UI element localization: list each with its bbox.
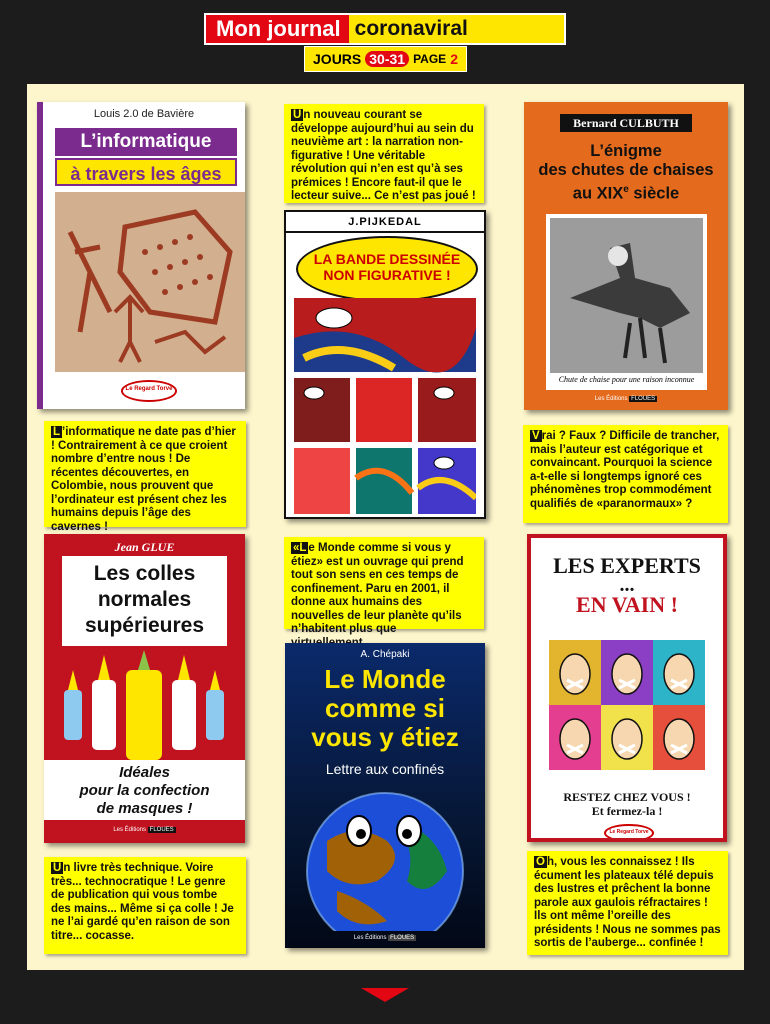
- book-cover-chutes-de-chaises[interactable]: [524, 102, 728, 410]
- note-le-monde: «L e Monde comme si vous y étiez» est un ouvrage qui prend tout son sens en ces temps de confinement. Paru en 2001, il donne aux humains des nouvelles de leur planète qu’ils n’habitent plus que: [284, 537, 484, 629]
- book-subtitle: Lettre aux confinés: [325, 761, 445, 777]
- book-title: LES EXPERTS ... EN VAIN !: [553, 553, 701, 617]
- publisher: Les Éditions FLOUES: [594, 396, 656, 402]
- book-cover-informatique[interactable]: [37, 102, 245, 409]
- photo-frame: [546, 214, 707, 390]
- book-author: J.PIJKEDAL: [286, 216, 484, 233]
- publisher: Les Éditions FLOUES: [353, 935, 415, 941]
- page-number: 2: [450, 51, 458, 67]
- book-title-line2: à travers les âges: [55, 158, 237, 186]
- note-informatique: L ’informatique ne date pas d’hier ! Contrairement à ce que croient nombre d’entre nous ! De récentes découvertes, en Colombie, nous prouvent que l’ordinateur est présent chez les humains depuis l’âge des cavernes !: [44, 421, 246, 527]
- book-footer: RESTEZ CHEZ VOUS ! Et fermez-la !: [563, 790, 691, 818]
- publisher: Les Éditions FLOUES: [113, 827, 174, 833]
- book-author: Bernard CULBUTH: [560, 114, 692, 132]
- next-page-arrow-icon[interactable]: [361, 988, 409, 1002]
- abstract-comic-panels: [294, 298, 476, 514]
- title-bubble: LA BANDE DESSINÉE NON FIGURATIVE !: [296, 236, 478, 302]
- title-right: coronaviral: [349, 15, 564, 43]
- book-author: A. Chépaki: [360, 649, 410, 660]
- cave-painting-image: [55, 192, 245, 372]
- journal-title-banner: [204, 13, 566, 45]
- jours-value: 30-31: [365, 51, 409, 67]
- falling-dancer-photo: [550, 218, 703, 373]
- title-left: Mon journal: [206, 15, 349, 43]
- glue-bottles-image: [44, 650, 245, 760]
- publisher-logo: Le Regard Torve: [121, 380, 177, 402]
- note-colles: U n livre très technique. Voire très... technocratique ! Le genre de publication qui vous tombe des mains... Même si ça colle ! Je ne l’ai gardé qu’en raison de son titre... cocasse.: [44, 857, 246, 954]
- book-author: Jean GLUE: [114, 540, 175, 554]
- book-cover-experts[interactable]: [527, 534, 727, 842]
- page-label: PAGE: [413, 52, 447, 66]
- note-chutes-de-chaises: V rai ? Faux ? Difficile de trancher, mais l’auteur est catégorique et convaincant. Pourquoi la science a-t-elle si longtemps ignoré ces phénomènes trop commodément qualifiés de «paranormaux» ?: [523, 425, 728, 523]
- book-cover-le-monde[interactable]: [285, 643, 485, 948]
- book-cover-bd[interactable]: [284, 210, 486, 519]
- days-page-banner: [304, 46, 467, 72]
- book-author: Louis 2.0 de Bavière: [93, 108, 195, 120]
- book-cover-colles[interactable]: [44, 534, 245, 843]
- note-bd: U n nouveau courant se développe aujourd’hui au sein du neuvième art : la narration non-figurative ! Une véritable révolution qui n’en est qu’à ses prémices ! Encore faut-il que le lecteur suive... Ce n’est pas joué !: [284, 104, 484, 203]
- book-title: Le Monde comme si vous y étiez: [311, 664, 459, 752]
- jours-label: JOURS: [313, 51, 362, 67]
- publisher-logo: Le Regard Torve: [604, 824, 654, 842]
- book-title-line1: L’informatique: [55, 128, 237, 156]
- note-experts: O h, vous les connaissez ! Ils écument les plateaux télé depuis des lustres et prêchent la bonne parole aux gaulois réfractaires ! Ils ont même l’oreille des présidents ! Nous ne sommes pas sortis de l’auberge... confinée !: [527, 851, 728, 955]
- book-title: Les colles normales supérieures: [62, 556, 227, 646]
- photo-caption: Chute de chaise pour une raison inconnue: [558, 375, 695, 384]
- book-subtitle: Idéales pour la confection de masques !: [44, 760, 245, 820]
- experts-pop-art-grid: [549, 640, 705, 770]
- earth-with-eyes-image: [297, 781, 473, 931]
- book-title: L’énigme des chutes de chaises au XIXe siècle: [538, 142, 714, 203]
